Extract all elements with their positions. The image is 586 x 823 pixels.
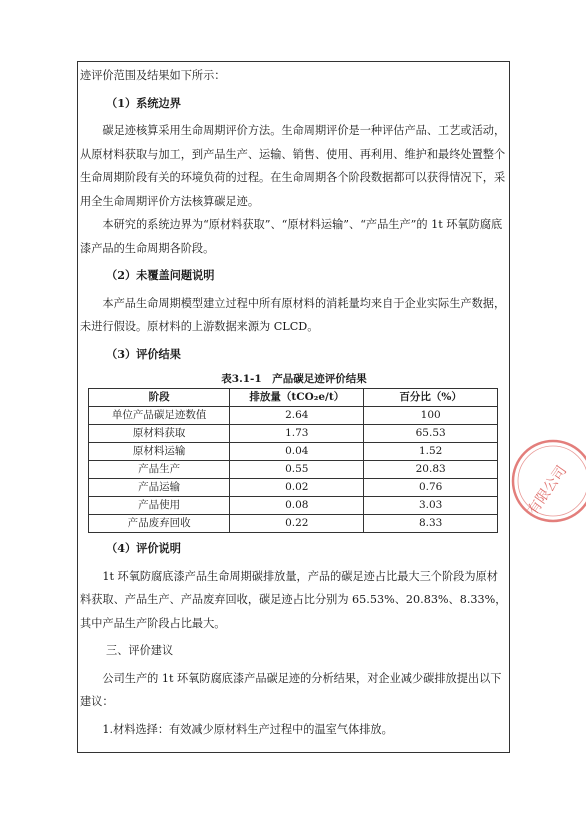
section-heading-evaluation-notes: （4）评价说明 <box>106 541 181 555</box>
seal-text: 有限公司 <box>524 463 571 519</box>
company-seal-stamp <box>508 436 586 526</box>
section-heading-system-boundary: （1）系统边界 <box>106 95 181 110</box>
table-cell: 65.53 <box>364 425 498 443</box>
column-header: 百分比（%） <box>364 389 498 407</box>
table-row <box>89 443 498 461</box>
paragraph: 公司生产的 1t 环氧防腐底漆产品碳足迹的分析结果，对企业减少碳排放提出以下建议： <box>80 671 502 708</box>
column-header: 排放量（tCO₂e/t） <box>230 389 364 407</box>
table-cell: 20.83 <box>364 461 498 479</box>
paragraph: 本产品生命周期模型建立过程中所有原材料的消耗量均来自于企业实际生产数据，未进行假设。原材料的上游数据来源为 CLCD。 <box>80 296 506 333</box>
table-cell: 1.52 <box>364 443 498 461</box>
table-cell: 产品运输 <box>89 479 230 497</box>
continuation-line: 迹评价范围及结果如下所示： <box>80 69 226 82</box>
table-cell: 原材料获取 <box>89 425 230 443</box>
table-cell: 8.33 <box>364 515 498 533</box>
table-row <box>89 425 498 443</box>
table-cell: 单位产品碳足迹数值 <box>89 407 230 425</box>
table-cell: 产品生产 <box>89 461 230 479</box>
table-cell: 产品使用 <box>89 497 230 515</box>
column-header: 阶段 <box>89 389 230 407</box>
table-row <box>89 479 498 497</box>
table-cell: 原材料运输 <box>89 443 230 461</box>
table-cell: 1.73 <box>230 425 364 443</box>
paragraph: 1.材料选择：有效减少原材料生产过程中的温室气体排放。 <box>102 722 393 736</box>
section-heading-uncovered-issues: （2）未覆盖问题说明 <box>106 268 215 282</box>
table-row <box>89 407 498 425</box>
table-header-row <box>89 389 498 407</box>
section-heading-recommendations: 三、评价建议 <box>106 644 174 657</box>
table-caption: 表3.1-1 产品碳足迹评价结果 <box>221 373 367 385</box>
section-heading-results: （3）评价结果 <box>106 346 181 361</box>
carbon-footprint-table <box>88 388 498 533</box>
table-row <box>89 515 498 533</box>
table-row <box>89 497 498 515</box>
table-cell: 3.03 <box>364 497 498 515</box>
table-cell: 0.04 <box>230 443 364 461</box>
table-cell: 0.22 <box>230 515 364 533</box>
table-cell: 产品废弃回收 <box>89 515 230 533</box>
table-cell: 0.55 <box>230 461 364 479</box>
table-cell: 0.02 <box>230 479 364 497</box>
paragraph: 本研究的系统边界为“原材料获取”、“原材料运输”、“产品生产”的 1t 环氧防腐底漆产品的生命周期各阶段。 <box>80 218 503 255</box>
table-cell: 0.76 <box>364 479 498 497</box>
table-cell: 0.08 <box>230 497 364 515</box>
table-cell: 2.64 <box>230 407 364 425</box>
table-cell: 100 <box>364 407 498 425</box>
document-body <box>80 64 508 741</box>
paragraph: 碳足迹核算采用生命周期评价方法。生命周期评价是一种评估产品、工艺或活动，从原材料获取与加工，到产品生产、运输、销售、使用、再利用、维护和最终处置整个生命周期阶段有关的环境负荷的过程。在生命周期各个阶段数据都可以获得情况下，采用全生命周期评价方法核算碳足迹。 <box>80 124 506 208</box>
table-row <box>89 461 498 479</box>
paragraph: 1t 环氧防腐底漆产品生命周期碳排放量，产品的碳足迹占比最大三个阶段为原材料获取、产品生产、产品废弃回收，碳足迹占比分别为 65.53%、20.83%、8.33%，其中产品生产阶段占比最大。 <box>80 569 507 630</box>
